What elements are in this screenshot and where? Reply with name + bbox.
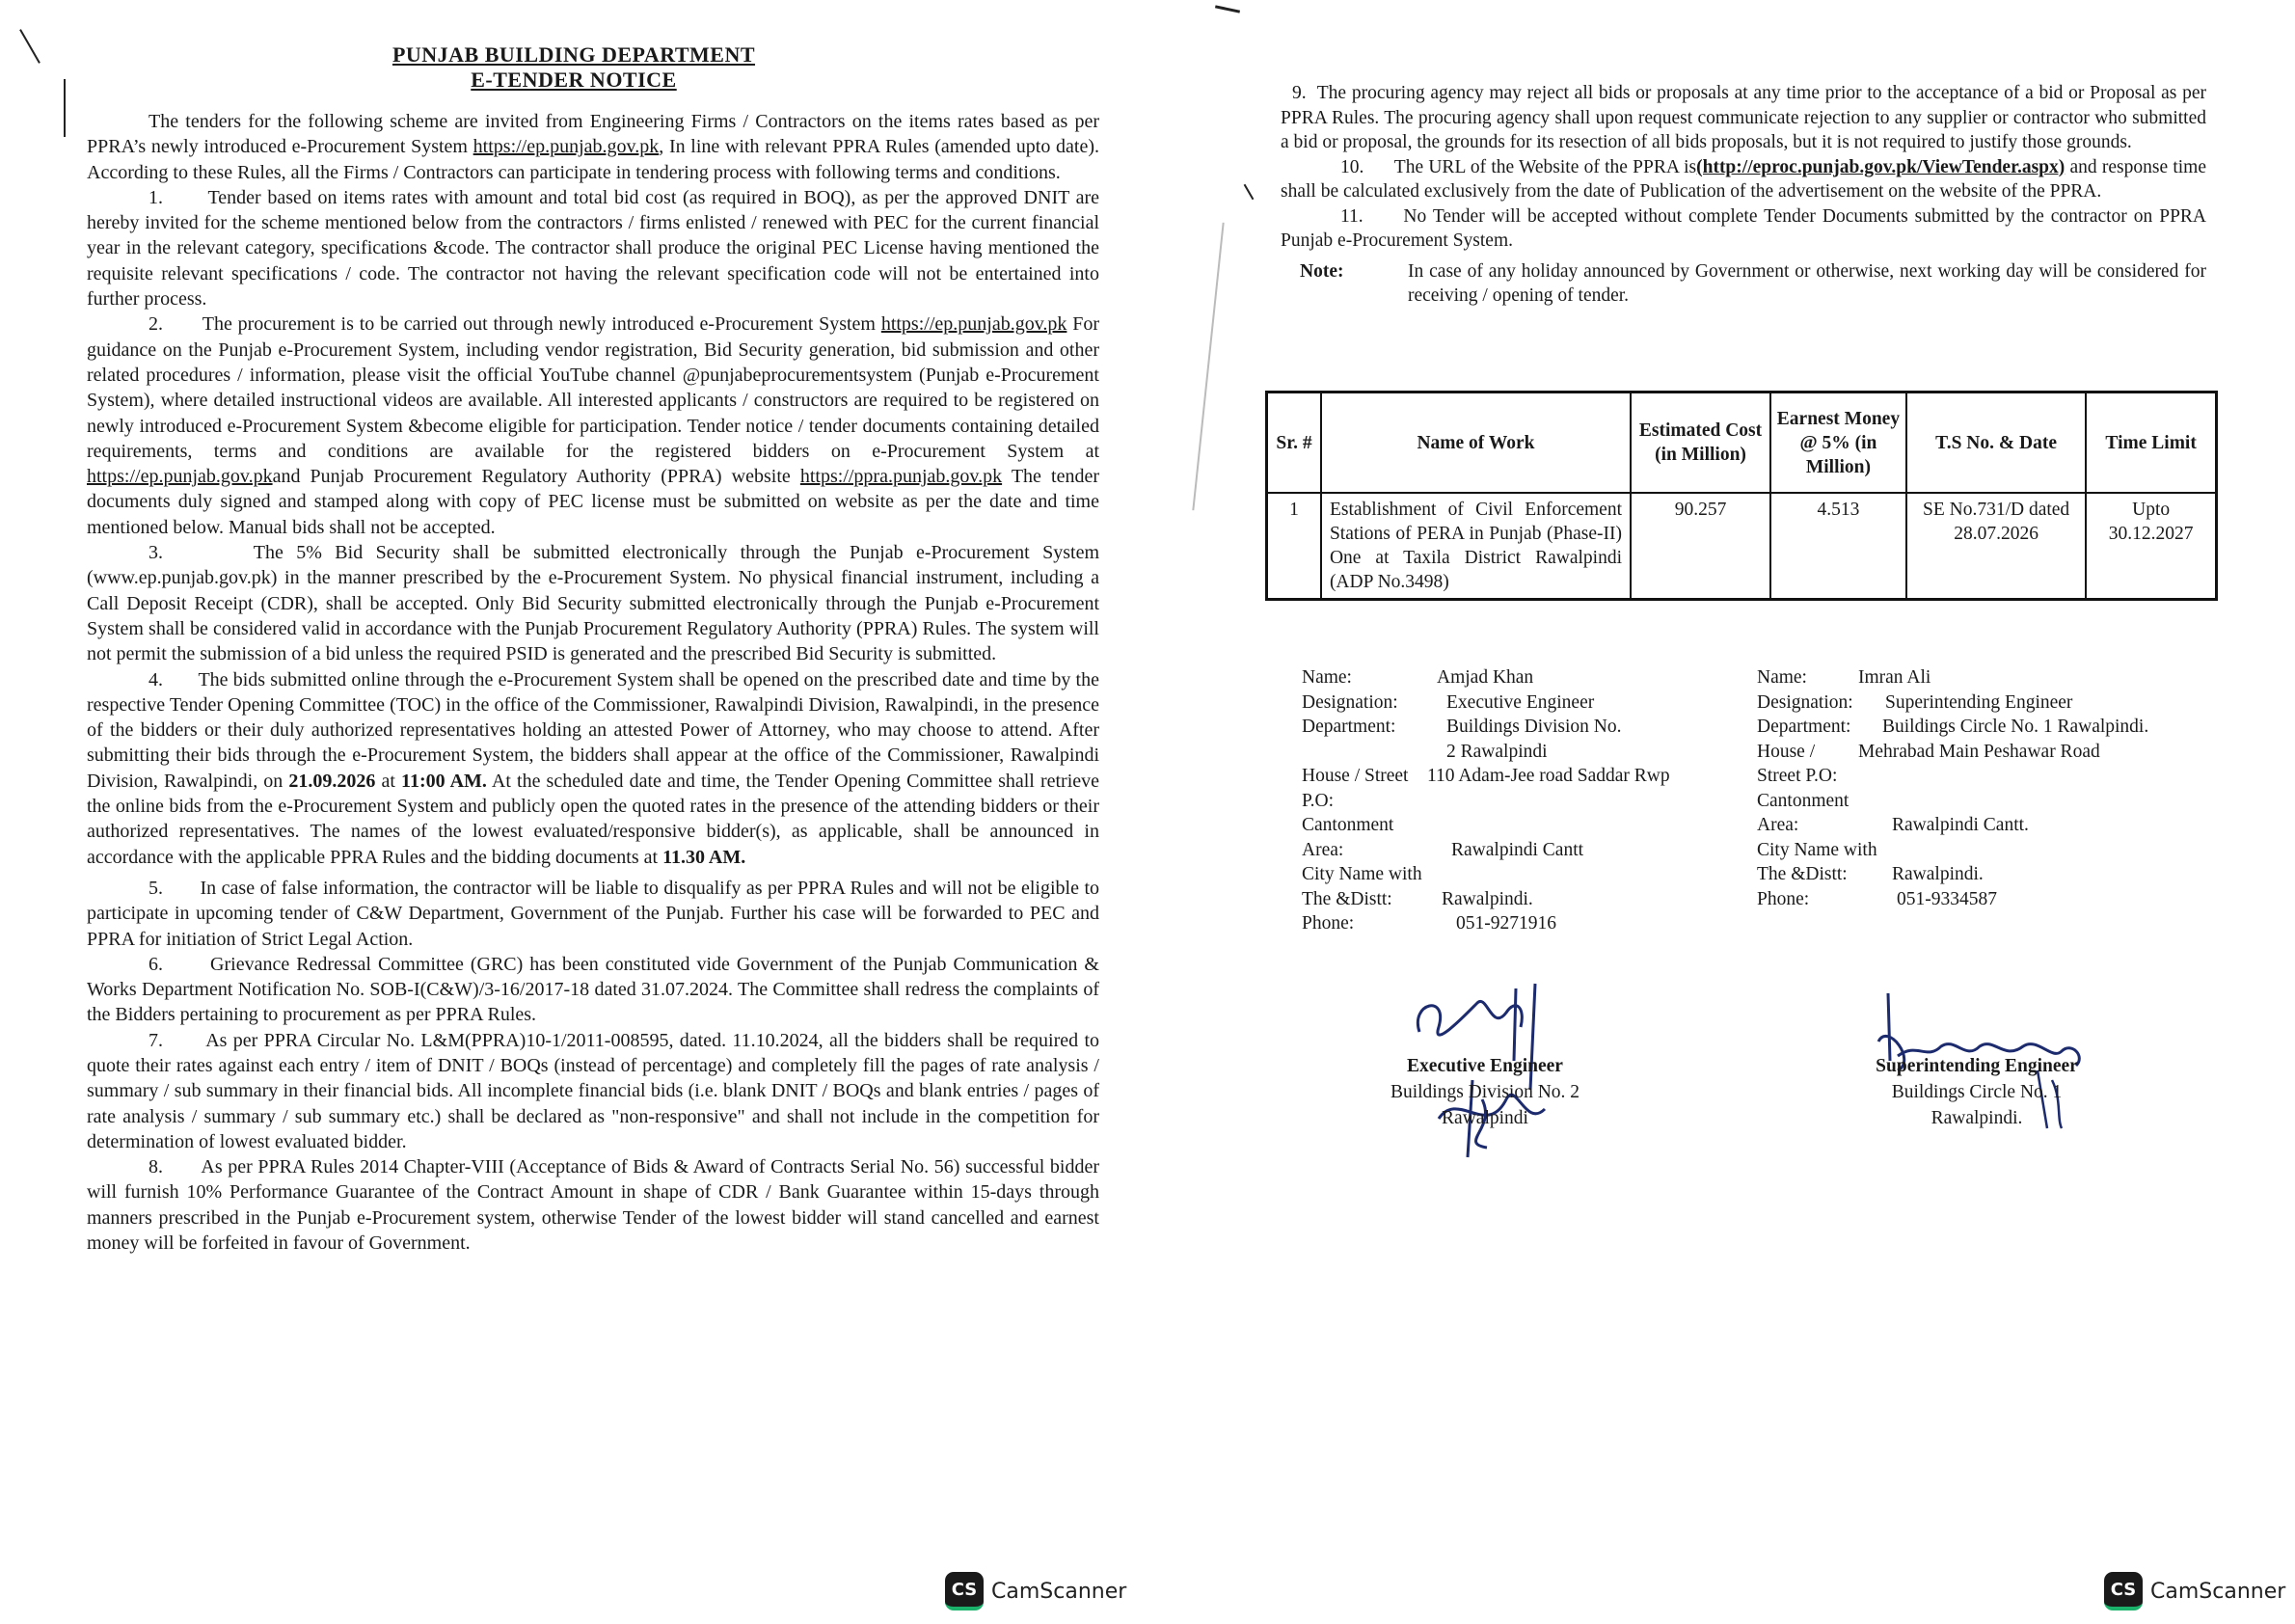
cell-estimated-cost: 90.257 [1631, 493, 1770, 600]
col-ts-no-date: T.S No. & Date [1906, 392, 2086, 494]
table-row [1267, 493, 2217, 600]
camscanner-icon: CS [945, 1572, 984, 1610]
cell-ts-no-date: SE No.731/D dated 28.07.2026 [1906, 493, 2086, 600]
holiday-note [1281, 259, 2206, 309]
col-time-limit: Time Limit [2086, 392, 2216, 494]
cell-time-limit: Upto 30.12.2027 [2086, 493, 2216, 600]
cell-earnest-money: 4.513 [1770, 493, 1906, 600]
col-estimated-cost: Estimated Cost (in Million) [1631, 392, 1770, 494]
contact-designation: Executive Engineer [1446, 691, 1595, 713]
camscanner-watermark [945, 1572, 1126, 1610]
tender-terms-left [87, 109, 1099, 1256]
intro-paragraph: The tenders for the following scheme are invited from Engineering Firms / Contractors on the items rates based as per PPRA’s newly introduced e-Procurement System https://ep.punjab.gov.pk, In line with relevant PPRA Rules (amended upto date). According to these Rules, all the Firms / Contractors can participate in tendering process with following terms and conditions. [87, 111, 1099, 183]
table-header-row [1267, 392, 2217, 494]
contact-name: Imran Ali [1858, 667, 1931, 688]
contact-area: Rawalpindi Cantt. [1892, 815, 2029, 835]
camscanner-label: CamScanner [991, 1579, 1127, 1604]
term-2: 2. The procurement is to be carried out through newly introduced e-Procurement System https://ep.punjab.gov.pk For guidance on the Punjab e-Procurement System, including vendor registration, Bid Security generation, bid submission and other related procedures / information, please visit the official YouTube channel @punjabeprocurementsystem (Punjab e-Procurement System), where detailed instructional videos are available. All interested applicants / constructors are required to be registered on newly introduced e-Procurement System &become eligible for participation. Tender notice / tender documents containing detailed requirements, terms and conditions are available for the registered bidders on e-Procurement System at https://ep.punjab.gov.pkand Punjab Procurement Regulatory Authority (PPRA) website https://ppra.punjab.gov.pk The tender documents duly signed and stamped along with copy of PEC license must be submitted on website as per the date and time mentioned below. Manual bids shall not be accepted. [87, 313, 1100, 538]
term-11: 11. No Tender will be accepted without complete Tender Documents submitted by the contractor on PPRA Punjab e-Procurement System. [1281, 205, 2206, 251]
note-label: Note: [1300, 260, 1344, 282]
sign-city: Rawalpindi [1442, 1108, 1528, 1128]
ep-punjab-link[interactable]: https://ep.punjab.gov.pk [87, 466, 273, 488]
ep-punjab-link[interactable]: https://ep.punjab.gov.pk [880, 313, 1067, 336]
contact-city: Rawalpindi. [1892, 864, 1984, 884]
camscanner-icon: CS [2104, 1572, 2143, 1610]
term-7: 7. As per PPRA Circular No. L&M(PPRA)10-1/2011-008595, dated. 11.10.2024, all the bidders shall be required to quote their rates against each entry / item of DNIT / BOQs (instead of percentage) and completely fill the pages of rate analysis / summary / sub summary in their financial bids. All incomplete financial bids (i.e. blank DNIT / BOQs and blank entries / pages of rate analysis / summary / sub summary etc.) shall be declared as "non-responsive" and shall not include in the competition for determination of lowest evaluated bidder. [87, 1029, 1099, 1152]
camscanner-label: CamScanner [2150, 1579, 2286, 1604]
term-1: 1. Tender based on items rates with amount and total bid cost (as required in BOQ), as per the approved DNIT are hereby invited for the scheme mentioned below from the contractors / firms enlisted / renewed with PEC for the current financial year in the relevant category, specifications &code. The contractor shall produce the original PEC License having mentioned the requisite relevant specifications / code. The contractor not having the relevant specification code will not be entertained into further process. [87, 186, 1100, 311]
term-9: 9. The procuring agency may reject all bids or proposals at any time prior to the acceptance of a bid or Proposal as per PPRA Rules. The procuring agency shall upon request communicate rejection to any supplier or contractor who submitted a bid or proposal, the grounds for its resection of all bids proposals, but it is not required to justify those grounds. [1281, 83, 2206, 152]
ep-punjab-link[interactable]: https://ep.punjab.gov.pk [472, 136, 660, 158]
notice-heading: E-TENDER NOTICE [471, 68, 677, 92]
term-8: 8. As per PPRA Rules 2014 Chapter-VIII (Acceptance of Bids & Award of Contracts Serial No. 56) successful bidder will furnish 10% Performance Guarantee of the Contract Amount in shape of CDR / Bank Guarantee within 15-days through manners prescribed in the Punjab e-Procurement system, otherwise Tender of the lowest bidder will stand cancelled and earnest money will be forfeited in favour of Government. [87, 1156, 1099, 1255]
right-page [1148, 0, 2295, 1624]
contact-area: Rawalpindi Cantt [1451, 839, 1584, 860]
sign-title: Executive Engineer [1407, 1056, 1563, 1076]
term-5: 5. In case of false information, the contractor will be liable to disqualify as per PPRA Rules and will not be eligible to participate in upcoming tender of C&W Department, Government of the Punjab. Further his case will be forwarded to PEC and PPRA for initiation of Strict Legal Action. [87, 877, 1100, 950]
ppra-punjab-link[interactable]: https://ppra.punjab.gov.pk [799, 466, 1003, 488]
contact-department: Buildings Division No. 2 Rawalpindi [1446, 717, 1622, 762]
contact-phone: 051-9271916 [1456, 913, 1556, 934]
contact-designation: Superintending Engineer [1885, 691, 2073, 713]
term-4: 4. The bids submitted online through the e-Procurement System shall be opened on the prescribed date and time by the respective Tender Opening Committee (TOC) in the office of the Commissioner, Rawalpindi Division, Rawalpindi, in the presence of the bidders or their duly authorized representatives holding an attested Power of Attorney, who may choose to attend. After submitting their bids through the e-Procurement System, the bidders shall appear at the office of the Commissioner, Rawalpindi Division, Rawalpindi, on 21.09.2026 at 11:00 AM. At the scheduled date and time, the Tender Opening Committee shall retrieve the online bids from the e-Procurement System and publicly open the quoted rates in the presence of the attending bidders or their authorized representatives. The names of the lowest evaluated/responsive bidder(s), as applicable, shall be announced in accordance with the applicable PPRA Rules and the bidding documents at 11.30 AM. [87, 668, 1100, 868]
sign-office: Buildings Division No. 2 [1390, 1082, 1580, 1102]
contact-city: Rawalpindi. [1442, 888, 1533, 909]
sign-title: Superintending Engineer [1876, 1056, 2078, 1076]
col-name-of-work: Name of Work [1321, 392, 1631, 494]
tender-terms-right [1281, 81, 2206, 309]
executive-engineer-sign-block [1369, 1053, 1601, 1131]
contact-superintending-engineer: Name: Imran Ali Designation: Superintending Engineer Department: Buildings Circle No. 1 Rawalpindi. House / Street P.O: Cantonment Mehrabad Main Peshawar Road Area: Rawalpindi Cantt. City Name with The &Distt: Rawalpindi. Phone: 051-9334587 [1757, 665, 2210, 911]
scan-artifact [1244, 184, 1255, 201]
contact-house: Mehrabad Main Peshawar Road [1858, 741, 2100, 762]
contact-name: Amjad Khan [1437, 667, 1534, 688]
scan-artifact [1215, 5, 1240, 13]
department-heading: PUNJAB BUILDING DEPARTMENT [392, 42, 756, 67]
term-10: 10. The URL of the Website of the PPRA is(http://eproc.punjab.gov.pk/ViewTender.aspx) and response time shall be calculated exclusively from the date of Publication of the advertisement on the website of the PPRA. [1281, 156, 2207, 202]
term-3: 3. The 5% Bid Security shall be submitted electronically through the Punjab e-Procurement System (www.ep.punjab.gov.pk) in the manner prescribed by the e-Procurement System. No physical financial instrument, including a Call Deposit Receipt (CDR), shall be accepted. Only Bid Security submitted electronically through the Punjab e-Procurement System shall be considered valid in accordance with the Punjab Procurement Regulatory Authority (PPRA) Rules. The system will not permit the submission of a bid unless the required PSID is generated and the prescribed Bid Security is submitted. [87, 542, 1099, 665]
ppra-eproc-link[interactable]: (http://eproc.punjab.gov.pk/ViewTender.aspx) [1696, 156, 2066, 177]
superintending-engineer-sign-block [1861, 1053, 2092, 1131]
scan-artifact [1192, 223, 1224, 511]
camscanner-watermark [2104, 1572, 2285, 1610]
contact-department: Buildings Circle No. 1 Rawalpindi. [1882, 717, 2149, 737]
note-text: In case of any holiday announced by Government or otherwise, next working day will be considered for receiving / opening of tender. [1408, 260, 2206, 306]
contact-executive-engineer: Name: Amjad Khan Designation: Executive Engineer Department: Buildings Division No. 2 Rawalpindi House / Street P.O: Cantonment 110 Adam-Jee road Saddar Rwp Area: Rawalpindi Cantt City Name with The &Distt: Rawalpindi. Phone: 051-9271916 [1302, 665, 1630, 936]
cell-sr: 1 [1267, 493, 1321, 600]
sign-office: Buildings Circle No. 1 [1891, 1082, 2063, 1102]
tender-table [1265, 391, 2218, 601]
contact-house: 110 Adam-Jee road Saddar Rwp [1427, 766, 1670, 786]
col-earnest-money: Earnest Money @ 5% (in Million) [1770, 392, 1906, 494]
contact-phone: 051-9334587 [1897, 888, 1997, 909]
col-sr: Sr. # [1267, 392, 1321, 494]
sign-city: Rawalpindi. [1930, 1108, 2023, 1128]
term-6: 6. Grievance Redressal Committee (GRC) has been constituted vide Government of the Punjab Communication & Works Department Notification No. SOB-I(C&W)/3-16/2017-18 dated 31.07.2024. The Committee shall redress the complaints of the Bidders pertaining to procurement as per PPRA Rules. [87, 953, 1099, 1026]
cell-name-of-work: Establishment of Civil Enforcement Stations of PERA in Punjab (Phase-II) One at Taxila District Rawalpindi (ADP No.3498) [1321, 493, 1631, 600]
